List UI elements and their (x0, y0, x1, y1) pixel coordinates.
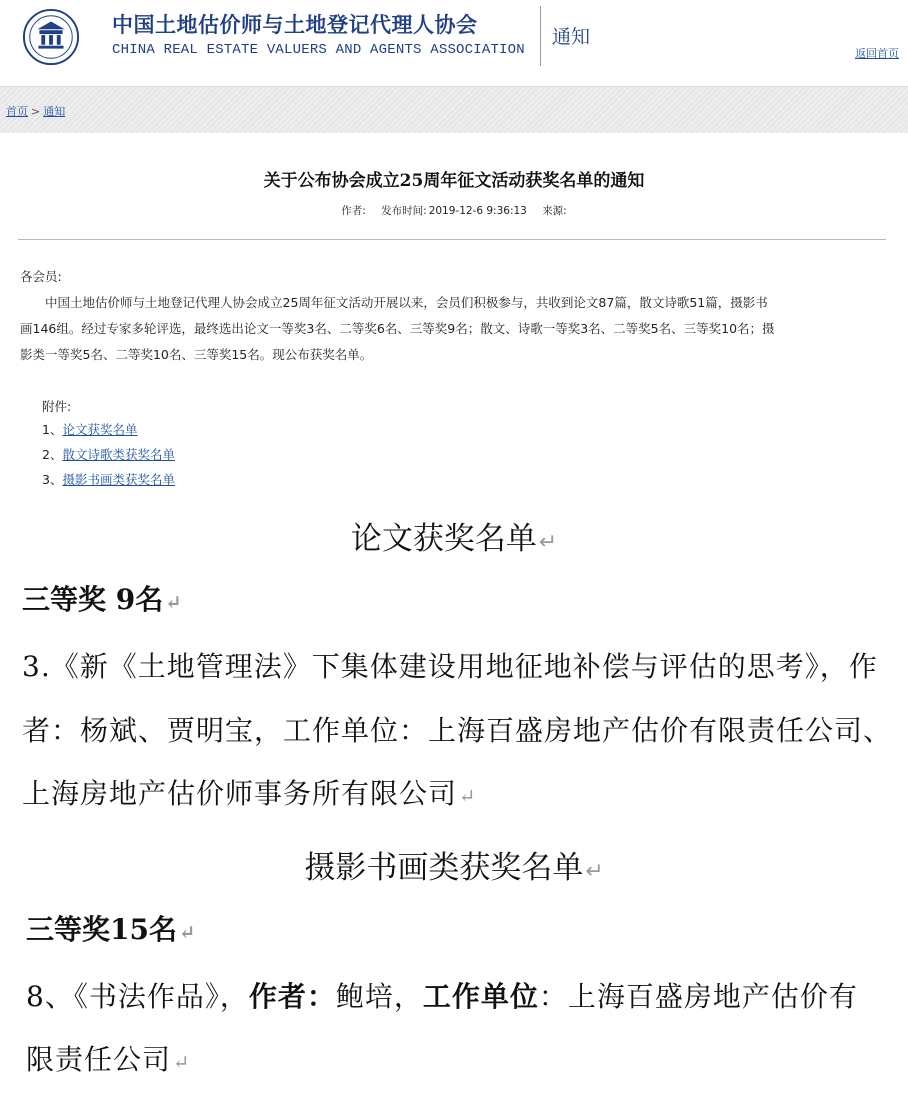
entry-author: 鲍培， (335, 980, 423, 1013)
doc-section-title-text: 摄影书画类获奖名单 (304, 850, 584, 886)
paragraph-mark-icon: ↵ (585, 859, 604, 884)
entry-line-text: 上海房地产估价师事务所有限公司 (22, 777, 458, 810)
attachment-num: 1、 (42, 422, 63, 437)
entry-line (26, 1038, 190, 1078)
paragraph-mark-icon: ↵ (165, 591, 182, 614)
entry-title: 8、《书法作品》， (26, 980, 249, 1013)
published-value: 2019-12-6 9:36:13 (428, 205, 527, 217)
section-title: 通知 (552, 26, 591, 48)
article-meta (0, 203, 908, 218)
attachment-link-prose-poetry[interactable]: 散文诗歌类获奖名单 (62, 447, 175, 462)
paragraph-mark-icon: ↵ (459, 785, 477, 808)
attachments-label: 附件: (42, 399, 72, 414)
breadcrumb-current-link[interactable]: 通知 (43, 105, 66, 118)
entry-author-label: 作者： (248, 980, 336, 1013)
breadcrumb-bar (0, 86, 908, 133)
prize-level (22, 578, 182, 618)
paragraph-mark-icon: ↵ (173, 1051, 191, 1074)
article-body (20, 264, 890, 368)
body-line: 画146组。经过专家多轮评选，最终选出论文一等奖3名、二等奖6名、三等奖9名；散文、诗歌一等奖3名、二等奖5名、三等奖10名；摄 (20, 321, 775, 336)
association-logo-icon (22, 8, 80, 66)
entry-line (22, 772, 476, 812)
paragraph-mark-icon: ↵ (178, 921, 196, 944)
doc-section-title (0, 842, 908, 887)
published-label: 发布时间: (381, 205, 427, 217)
prize-level-text: 三等奖 9名 (22, 583, 164, 616)
doc-section-title-text: 论文获奖名单 (350, 521, 537, 557)
prize-level-text: 三等奖15名 (26, 913, 177, 946)
attachment-item (42, 445, 175, 463)
attachment-num: 3、 (42, 472, 63, 487)
breadcrumb-home-link[interactable]: 首页 (6, 105, 28, 118)
author-label: 作者: (341, 205, 366, 217)
meta-divider (18, 239, 886, 240)
salutation: 各会员: (20, 269, 62, 284)
org-name-cn: 中国土地估价师与土地登记代理人协会 (112, 13, 478, 37)
entry-line: 者：杨斌、贾明宝，工作单位：上海百盛房地产估价有限责任公司、 (22, 714, 893, 747)
back-home-link[interactable]: 返回首页 (855, 47, 899, 60)
header-divider (540, 6, 541, 66)
org-name-en: CHINA REAL ESTATE VALUERS AND AGENTS ASSOCIATION (112, 42, 525, 58)
attachment-item (42, 470, 175, 488)
entry-line-text: 限责任公司 (26, 1043, 172, 1076)
attachment-item (42, 420, 137, 438)
breadcrumb-separator: > (31, 105, 41, 118)
article-title: 关于公布协会成立25周年征文活动获奖名单的通知 (263, 171, 645, 191)
attachment-num: 2、 (42, 447, 63, 462)
entry-unit: ：上海百盛房地产估价有 (538, 980, 858, 1013)
entry-line (26, 975, 858, 1015)
prize-level (26, 908, 195, 948)
entry-unit-label: 工作单位 (422, 980, 539, 1013)
attachment-link-photography[interactable]: 摄影书画类获奖名单 (62, 472, 175, 487)
doc-section-title (0, 513, 908, 558)
body-line: 中国土地估价师与土地登记代理人协会成立25周年征文活动开展以来，会员们积极参与，共收到论文87篇，散文诗歌51篇，摄影书 (45, 295, 768, 310)
source-label: 来源: (542, 205, 567, 217)
entry-line: 3.《新《土地管理法》下集体建设用地征地补偿与评估的思考》，作 (22, 650, 878, 683)
site-header (0, 0, 908, 76)
body-line: 影类一等奖5名、二等奖10名、三等奖15名。现公布获奖名单。 (20, 347, 373, 362)
attachment-link-papers[interactable]: 论文获奖名单 (62, 422, 138, 437)
breadcrumb (6, 103, 65, 119)
paragraph-mark-icon: ↵ (538, 530, 558, 555)
